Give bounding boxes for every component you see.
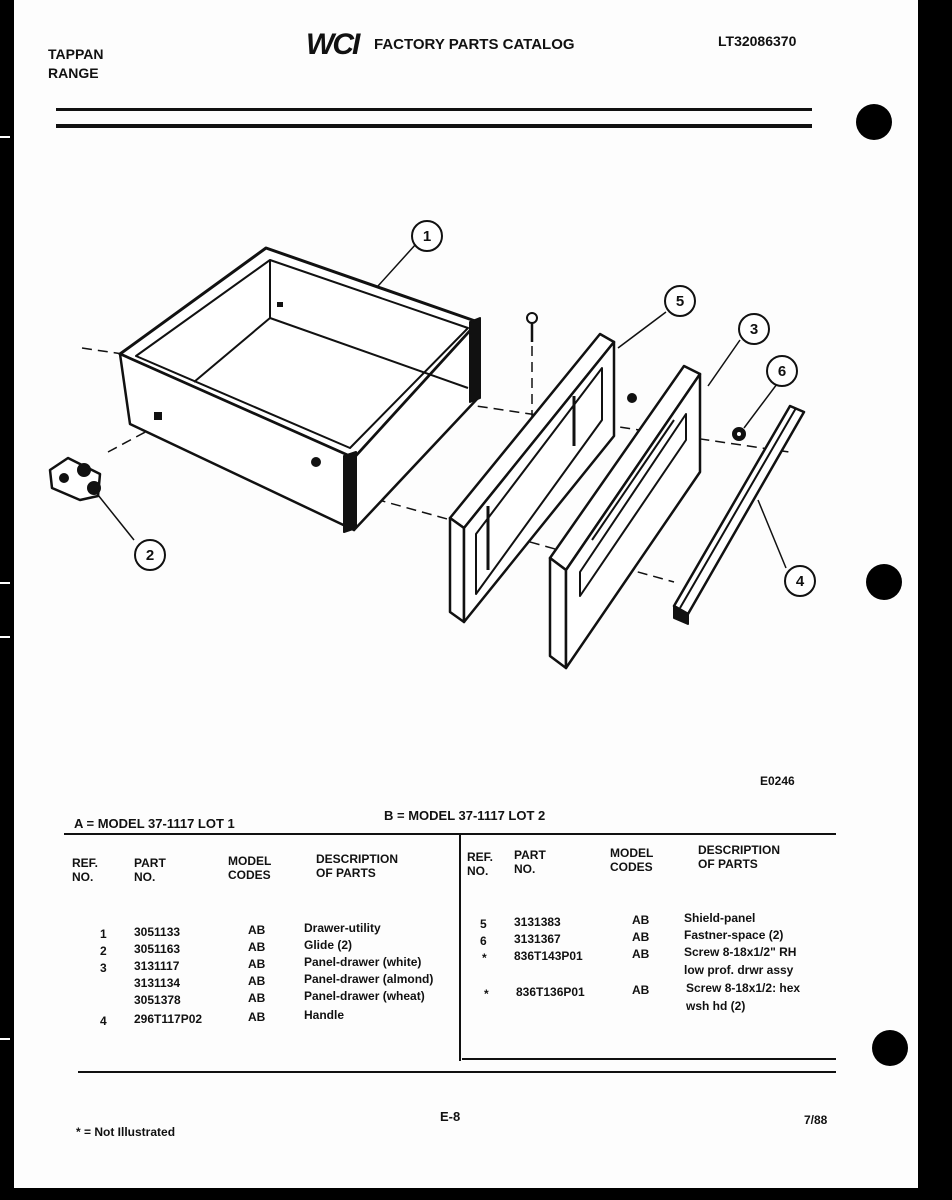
model-a-label: A = MODEL 37-1117 LOT 1 <box>74 816 235 831</box>
part-description: Panel-drawer (almond) <box>304 972 434 986</box>
header-description-right: DESCRIPTION OF PARTS <box>698 843 781 871</box>
table-top-rule <box>64 833 836 835</box>
ref-no: 5 <box>480 917 487 931</box>
figure-code: E0246 <box>760 774 795 788</box>
callout-6: 6 <box>777 363 787 380</box>
drawer-utility-shape <box>120 248 480 532</box>
margin-tick <box>0 636 10 638</box>
part-no: 3131134 <box>134 976 181 990</box>
model-codes: AB <box>632 913 650 927</box>
not-illustrated-note: * = Not Illustrated <box>76 1125 176 1139</box>
part-no: 836T136P01 <box>516 985 585 999</box>
model-codes: AB <box>248 1010 266 1024</box>
brand-name: TAPPAN <box>48 46 104 62</box>
model-codes: AB <box>248 957 266 971</box>
part-no: 3131117 <box>134 959 180 973</box>
part-description-cont: low prof. drwr assy <box>684 963 794 977</box>
margin-tick <box>0 1038 10 1040</box>
model-codes: AB <box>248 923 266 937</box>
table-center-divider <box>459 833 461 1061</box>
header-ref-no-right: REF. NO. <box>467 850 494 878</box>
model-codes: AB <box>632 947 650 961</box>
part-no: 3131367 <box>514 932 561 946</box>
header-part-no-right: PART NO. <box>514 848 546 876</box>
part-description: Panel-drawer (wheat) <box>304 989 425 1003</box>
part-description: Panel-drawer (white) <box>304 955 422 969</box>
part-description-cont: wsh hd (2) <box>686 999 746 1013</box>
model-codes: AB <box>632 983 650 997</box>
catalog-page <box>14 0 918 1188</box>
header-ref-no-left: REF. NO. <box>72 856 99 884</box>
wci-logo-text: WCI <box>306 28 359 61</box>
part-description: Fastner-space (2) <box>684 928 784 942</box>
ref-no: * <box>482 951 487 965</box>
revision-date: 7/88 <box>804 1113 828 1127</box>
binder-hole-bottom <box>872 1030 908 1066</box>
model-codes: AB <box>248 940 266 954</box>
model-b-label: B = MODEL 37-1117 LOT 2 <box>384 808 546 823</box>
callout-4: 4 <box>795 573 805 590</box>
model-codes: AB <box>248 974 266 988</box>
part-no: 836T143P01 <box>514 949 583 963</box>
ref-no: 4 <box>100 1014 107 1028</box>
part-no: 296T117P02 <box>134 1012 203 1026</box>
header-model-codes-left: MODEL CODES <box>228 854 272 882</box>
part-description: Screw 8-18x1/2: hex <box>686 981 801 995</box>
part-no: 3051133 <box>134 925 181 939</box>
ref-no: 1 <box>100 927 107 941</box>
callout-1: 1 <box>422 228 432 245</box>
catalog-code: LT32086370 <box>718 33 797 49</box>
model-codes: AB <box>248 991 266 1005</box>
ref-no: 2 <box>100 944 107 958</box>
callout-3: 3 <box>749 321 759 338</box>
part-no: 3051163 <box>134 942 181 956</box>
page-number: E-8 <box>440 1109 461 1124</box>
callout-5: 5 <box>675 293 685 310</box>
product-type: RANGE <box>48 65 99 81</box>
margin-tick <box>0 136 10 138</box>
catalog-title: FACTORY PARTS CATALOG <box>374 36 575 53</box>
table-bottom-rule <box>78 1071 836 1073</box>
exploded-parts-diagram <box>14 0 918 800</box>
header-part-no-left: PART NO. <box>134 856 166 884</box>
part-description: Screw 8-18x1/2" RH <box>684 945 797 959</box>
fastener-spacer-shape <box>733 428 745 440</box>
part-description: Handle <box>304 1008 345 1022</box>
table-right-bottom-rule <box>462 1058 836 1060</box>
header-model-codes-right: MODEL CODES <box>610 846 654 874</box>
glide-shape <box>50 458 100 500</box>
part-description: Shield-panel <box>684 911 756 925</box>
callout-2: 2 <box>145 547 155 564</box>
ref-no: 6 <box>480 934 487 948</box>
header-description-left: DESCRIPTION OF PARTS <box>316 852 399 880</box>
part-no: 3131383 <box>514 915 561 929</box>
part-no: 3051378 <box>134 993 181 1007</box>
part-description: Glide (2) <box>304 938 353 952</box>
margin-tick <box>0 582 10 584</box>
ref-no: * <box>484 987 489 1001</box>
ref-no: 3 <box>100 961 107 975</box>
model-codes: AB <box>632 930 650 944</box>
part-description: Drawer-utility <box>304 921 381 935</box>
